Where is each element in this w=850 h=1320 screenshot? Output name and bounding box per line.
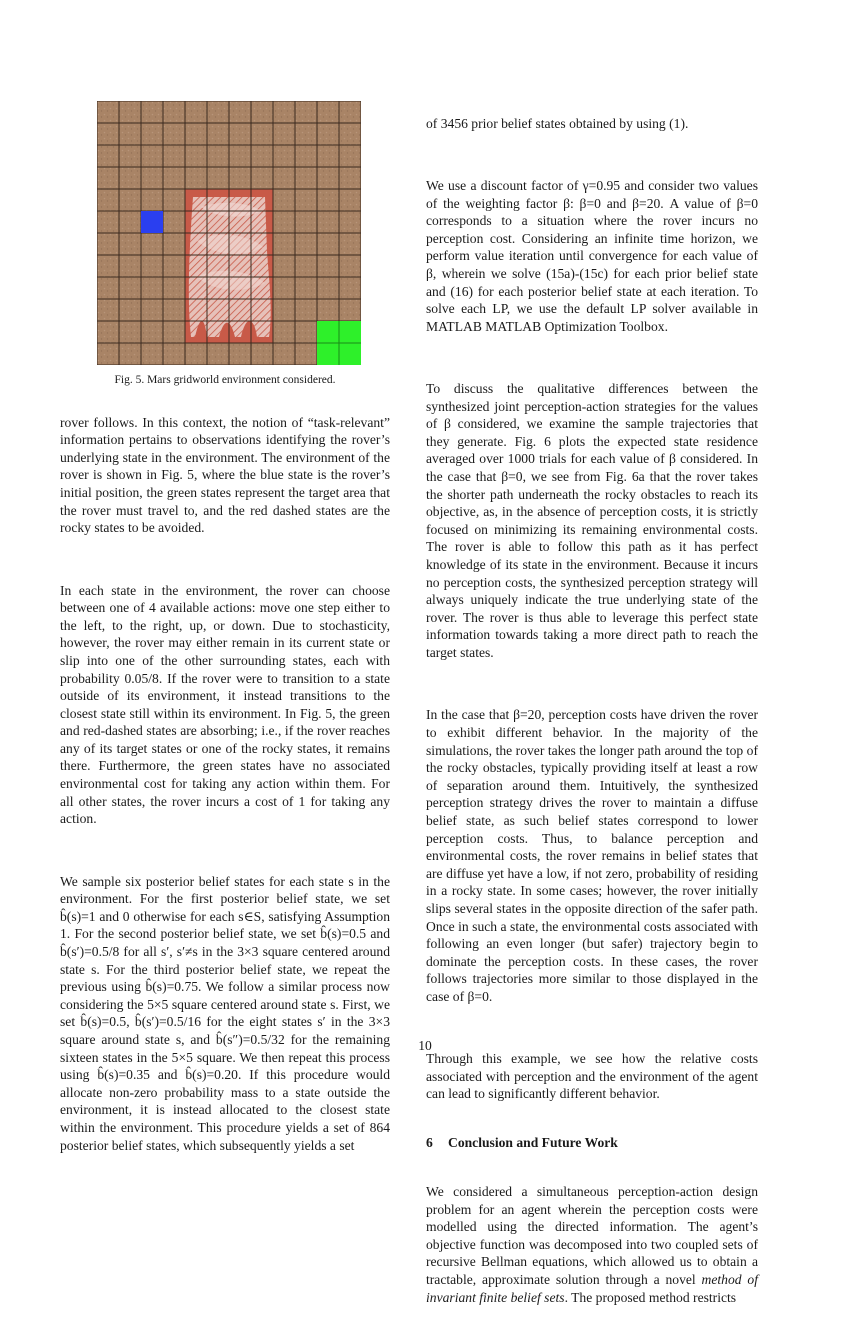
grid-cell — [97, 255, 119, 277]
grid-cell — [339, 189, 361, 211]
grid-cell — [119, 299, 141, 321]
obstacle-hatched-rock-shape — [189, 197, 271, 337]
section-number: 6 — [426, 1135, 433, 1151]
grid-cell — [317, 189, 339, 211]
grid-cell — [97, 233, 119, 255]
p6-text-emphasis: method of invariant finite belief sets — [426, 1271, 758, 1305]
grid-cell — [295, 189, 317, 211]
grid-cell — [185, 145, 207, 167]
grid-cell — [229, 343, 251, 365]
grid-cell — [97, 101, 119, 123]
grid-cell — [317, 101, 339, 123]
section-title: Conclusion and Future Work — [448, 1135, 618, 1151]
grid-cell — [163, 123, 185, 145]
gridworld-svg — [97, 101, 361, 365]
grid-cell — [339, 145, 361, 167]
grid-cell — [295, 321, 317, 343]
section-heading — [426, 1134, 758, 1152]
grid-cell — [119, 255, 141, 277]
grid-cell — [141, 233, 163, 255]
left-paragraph-2: In each state in the environment, the rover can choose between one of 4 available actions: move one step either to the left, to the right, up, or down. Due to stochasticity, however, the rover may either remain in its current state or slip into one of the other surrounding states, each with probability 0.05/8. If the rover were to transition to a state outside of its environment, it instead transitions to the closest state still within its environment. In Fig. 5, the green and red-dashed states are absorbing; i.e., if the rover reaches any of its target states or one of the rocky states, it remains there. Furthermore, the green states have no associated environmental cost for taking any action within them. For all other states, the rover incurs a cost of 1 for taking any action. — [60, 582, 390, 827]
grid-cell — [339, 123, 361, 145]
right-paragraph-5: Through this example, we see how the relative costs associated with perception and the environment of the agent can lead to significantly different behavior. — [426, 1051, 758, 1102]
grid-cell — [163, 321, 185, 343]
grid-cell — [317, 299, 339, 321]
grid-cell — [273, 211, 295, 233]
grid-cell — [141, 299, 163, 321]
grid-cell — [251, 343, 273, 365]
left-paragraph-3: We sample six posterior belief states for each state s in the environment. For the first posterior belief state, we set b̂(s)=1 and 0 otherwise for each s∈S, satisfying Assumption 1. For the second posterior belief state, we set b̂(s)=0.5 and b̂(s′)=0.5/8 for all s′, s′≠s in the 3×3 square centered around state s. For the third posterior belief state, we repeat the previous using b̂(s)=0.75. We follow a similar process now considering the 5×5 square centered around state s. First, we set b̂(s)=0.5, b̂(s′)=0.5/16 for the eight states s′ in the 3×3 square around state s, and b̂(s″)=0.5/32 for the remaining sixteen states in the 5×5 square. We then repeat this process using b̂(s)=0.35 and b̂(s)=0.20. If this procedure would allocate non-zero probability mass to a state outside the environment, it is instead allocated to the closest state within the environment. This procedure yields a set of 864 posterior belief states, which subsequently yields a set — [60, 873, 390, 1153]
grid-cell — [273, 321, 295, 343]
grid-cell — [163, 211, 185, 233]
grid-cell — [163, 145, 185, 167]
grid-cell — [339, 101, 361, 123]
grid-cell — [97, 321, 119, 343]
grid-cell — [97, 299, 119, 321]
grid-cell — [97, 145, 119, 167]
grid-cell — [295, 343, 317, 365]
grid-cell — [185, 343, 207, 365]
grid-cell — [97, 211, 119, 233]
grid-cell — [295, 123, 317, 145]
grid-cell — [207, 167, 229, 189]
left-paragraph-1: rover follows. In this context, the notion of “task-relevant” information pertains to observations identifying the rover’s underlying state in the environment. The environment of the rover is shown in Fig. 5, where the blue state is the rover’s initial position, the green states represent the target area that the rover must travel to, and the red dashed states are the rocky states to be avoided. — [60, 414, 390, 536]
grid-cell — [273, 189, 295, 211]
grid-cell — [185, 167, 207, 189]
grid-cell — [141, 277, 163, 299]
grid-cell — [273, 299, 295, 321]
grid-cell — [119, 233, 141, 255]
grid-cell — [185, 123, 207, 145]
grid-cell — [273, 233, 295, 255]
grid-cell — [229, 123, 251, 145]
grid-cell — [119, 321, 141, 343]
grid-cell — [295, 233, 317, 255]
grid-cell — [163, 189, 185, 211]
grid-cell — [141, 167, 163, 189]
grid-cell — [251, 123, 273, 145]
grid-cell — [185, 101, 207, 123]
grid-cell — [339, 211, 361, 233]
grid-cell — [229, 167, 251, 189]
figure-caption: Fig. 5. Mars gridworld environment considered. — [114, 374, 336, 386]
grid-cell — [163, 101, 185, 123]
right-paragraph-2: We use a discount factor of γ=0.95 and consider two values of the weighting factor β: β=0 and β=20. A value of β=0 corresponds to a situation where the rover incurs no perception cost. Considering an infinite time horizon, we perform value iteration until convergence for each value of β, wherein we solve (15a)-(15c) for each prior belief state and (16) for each posterior belief state at each iteration. To solve each LP, we use the default LP solver available in MATLAB MATLAB Optimization Toolbox. — [426, 177, 758, 334]
right-paragraph-6 — [426, 1183, 758, 1306]
grid-cell — [339, 255, 361, 277]
grid-cell — [273, 343, 295, 365]
grid-cell — [207, 145, 229, 167]
grid-cell — [295, 101, 317, 123]
grid-cell — [207, 343, 229, 365]
p6-text-start: We considered a simultaneous perception-action design problem for an agent wherein the perception costs were modelled using the directed information. The agent’s objective function was decomposed into two coupled sets of recursive Bellman equations, which allowed us to obtain a tractable, approximate solution through a novel — [426, 1184, 758, 1287]
grid-cell — [339, 299, 361, 321]
grid-cell — [339, 233, 361, 255]
rover-start-state — [141, 211, 163, 233]
grid-cell — [141, 145, 163, 167]
right-paragraph-4: In the case that β=20, perception costs have driven the rover to exhibit different behavior. In the majority of the simulations, the rover takes the longer path around the top of the rocky obstacles, typically providing itself at least a row of separation around them. Intuitively, the synthesized perception strategy drives the rover to maintain a diffuse belief state, as such belief states correspond to lower perception costs. Thus, to balance perception and environmental costs, the rover remains in belief states that are diffuse yet have a low, if not zero, probability of residing in a rocky state. In some cases; however, the rover initially slips several states in the opposite direction of the safer path. Once in such a state, the environmental costs associated with following an even longer (but safer) trajectory begin to dominate the perception costs. In these cases, the rover follows trajectories more similar to those displayed in the case of β=0. — [426, 707, 758, 1004]
grid-cell — [273, 123, 295, 145]
grid-cell — [273, 167, 295, 189]
grid-cell — [273, 101, 295, 123]
grid-cell — [141, 255, 163, 277]
grid-cell — [141, 123, 163, 145]
grid-cell — [163, 255, 185, 277]
grid-cell — [317, 123, 339, 145]
grid-cell — [339, 167, 361, 189]
grid-cell — [273, 145, 295, 167]
grid-cell — [119, 277, 141, 299]
grid-cell — [251, 145, 273, 167]
p6-text-end: . The proposed method restricts — [564, 1289, 737, 1305]
grid-cell — [119, 123, 141, 145]
grid-cell — [163, 277, 185, 299]
grid-cell — [119, 189, 141, 211]
grid-cell — [163, 343, 185, 365]
grid-cell — [163, 233, 185, 255]
page-number: 10 — [418, 1038, 432, 1053]
grid-cell — [119, 211, 141, 233]
right-paragraph-3: To discuss the qualitative differences between the synthesized joint perception-action strategies for the values of β considered, we examine the sample trajectories that they generate. Fig. 6 plots the expected state residence averaged over 1000 trials for each value of β considered. In the case that β=0, we see from Fig. 6a that the rover takes the shorter path underneath the rocky obstacles to reach its objective, as, in the absence of perception costs, it is strictly focused on minimizing its remaining environmental costs. The rover is able to follow this path as it has perfect knowledge of its state in the environment. Because it incurs no perception costs, the synthesized perception strategy will always uniquely indicate the true underlying state of the rover. The rover is thus able to leverage this perfect state information towards taking a more direct path to reach the target states. — [426, 381, 758, 660]
grid-cell — [141, 343, 163, 365]
right-column — [426, 101, 758, 1320]
grid-cell — [97, 123, 119, 145]
grid-cell — [229, 145, 251, 167]
grid-cell — [295, 277, 317, 299]
grid-cell — [317, 167, 339, 189]
grid-cell — [207, 101, 229, 123]
grid-cell — [97, 277, 119, 299]
grid-cell — [295, 255, 317, 277]
target-states — [317, 321, 361, 365]
grid-cell — [119, 145, 141, 167]
grid-cell — [119, 167, 141, 189]
grid-cell — [295, 167, 317, 189]
grid-cell — [317, 233, 339, 255]
grid-cell — [317, 255, 339, 277]
grid-cell — [119, 101, 141, 123]
grid-cell — [339, 277, 361, 299]
grid-cell — [295, 145, 317, 167]
grid-cell — [119, 343, 141, 365]
grid-cell — [97, 189, 119, 211]
grid-cell — [317, 277, 339, 299]
grid-cell — [295, 211, 317, 233]
grid-cell — [141, 189, 163, 211]
grid-cell — [97, 343, 119, 365]
grid-cell — [163, 167, 185, 189]
grid-cell — [229, 101, 251, 123]
grid-cell — [317, 211, 339, 233]
grid-cell — [317, 145, 339, 167]
grid-cell — [141, 321, 163, 343]
grid-cell — [273, 255, 295, 277]
grid-cell — [97, 167, 119, 189]
grid-cell — [273, 277, 295, 299]
grid-cell — [295, 299, 317, 321]
grid-cell — [251, 167, 273, 189]
grid-cell — [207, 123, 229, 145]
mars-gridworld-figure — [97, 101, 361, 365]
right-paragraph-1: of 3456 prior belief states obtained by using (1). — [426, 115, 689, 131]
grid-cell — [163, 299, 185, 321]
grid-cell — [141, 101, 163, 123]
grid-cell — [251, 101, 273, 123]
